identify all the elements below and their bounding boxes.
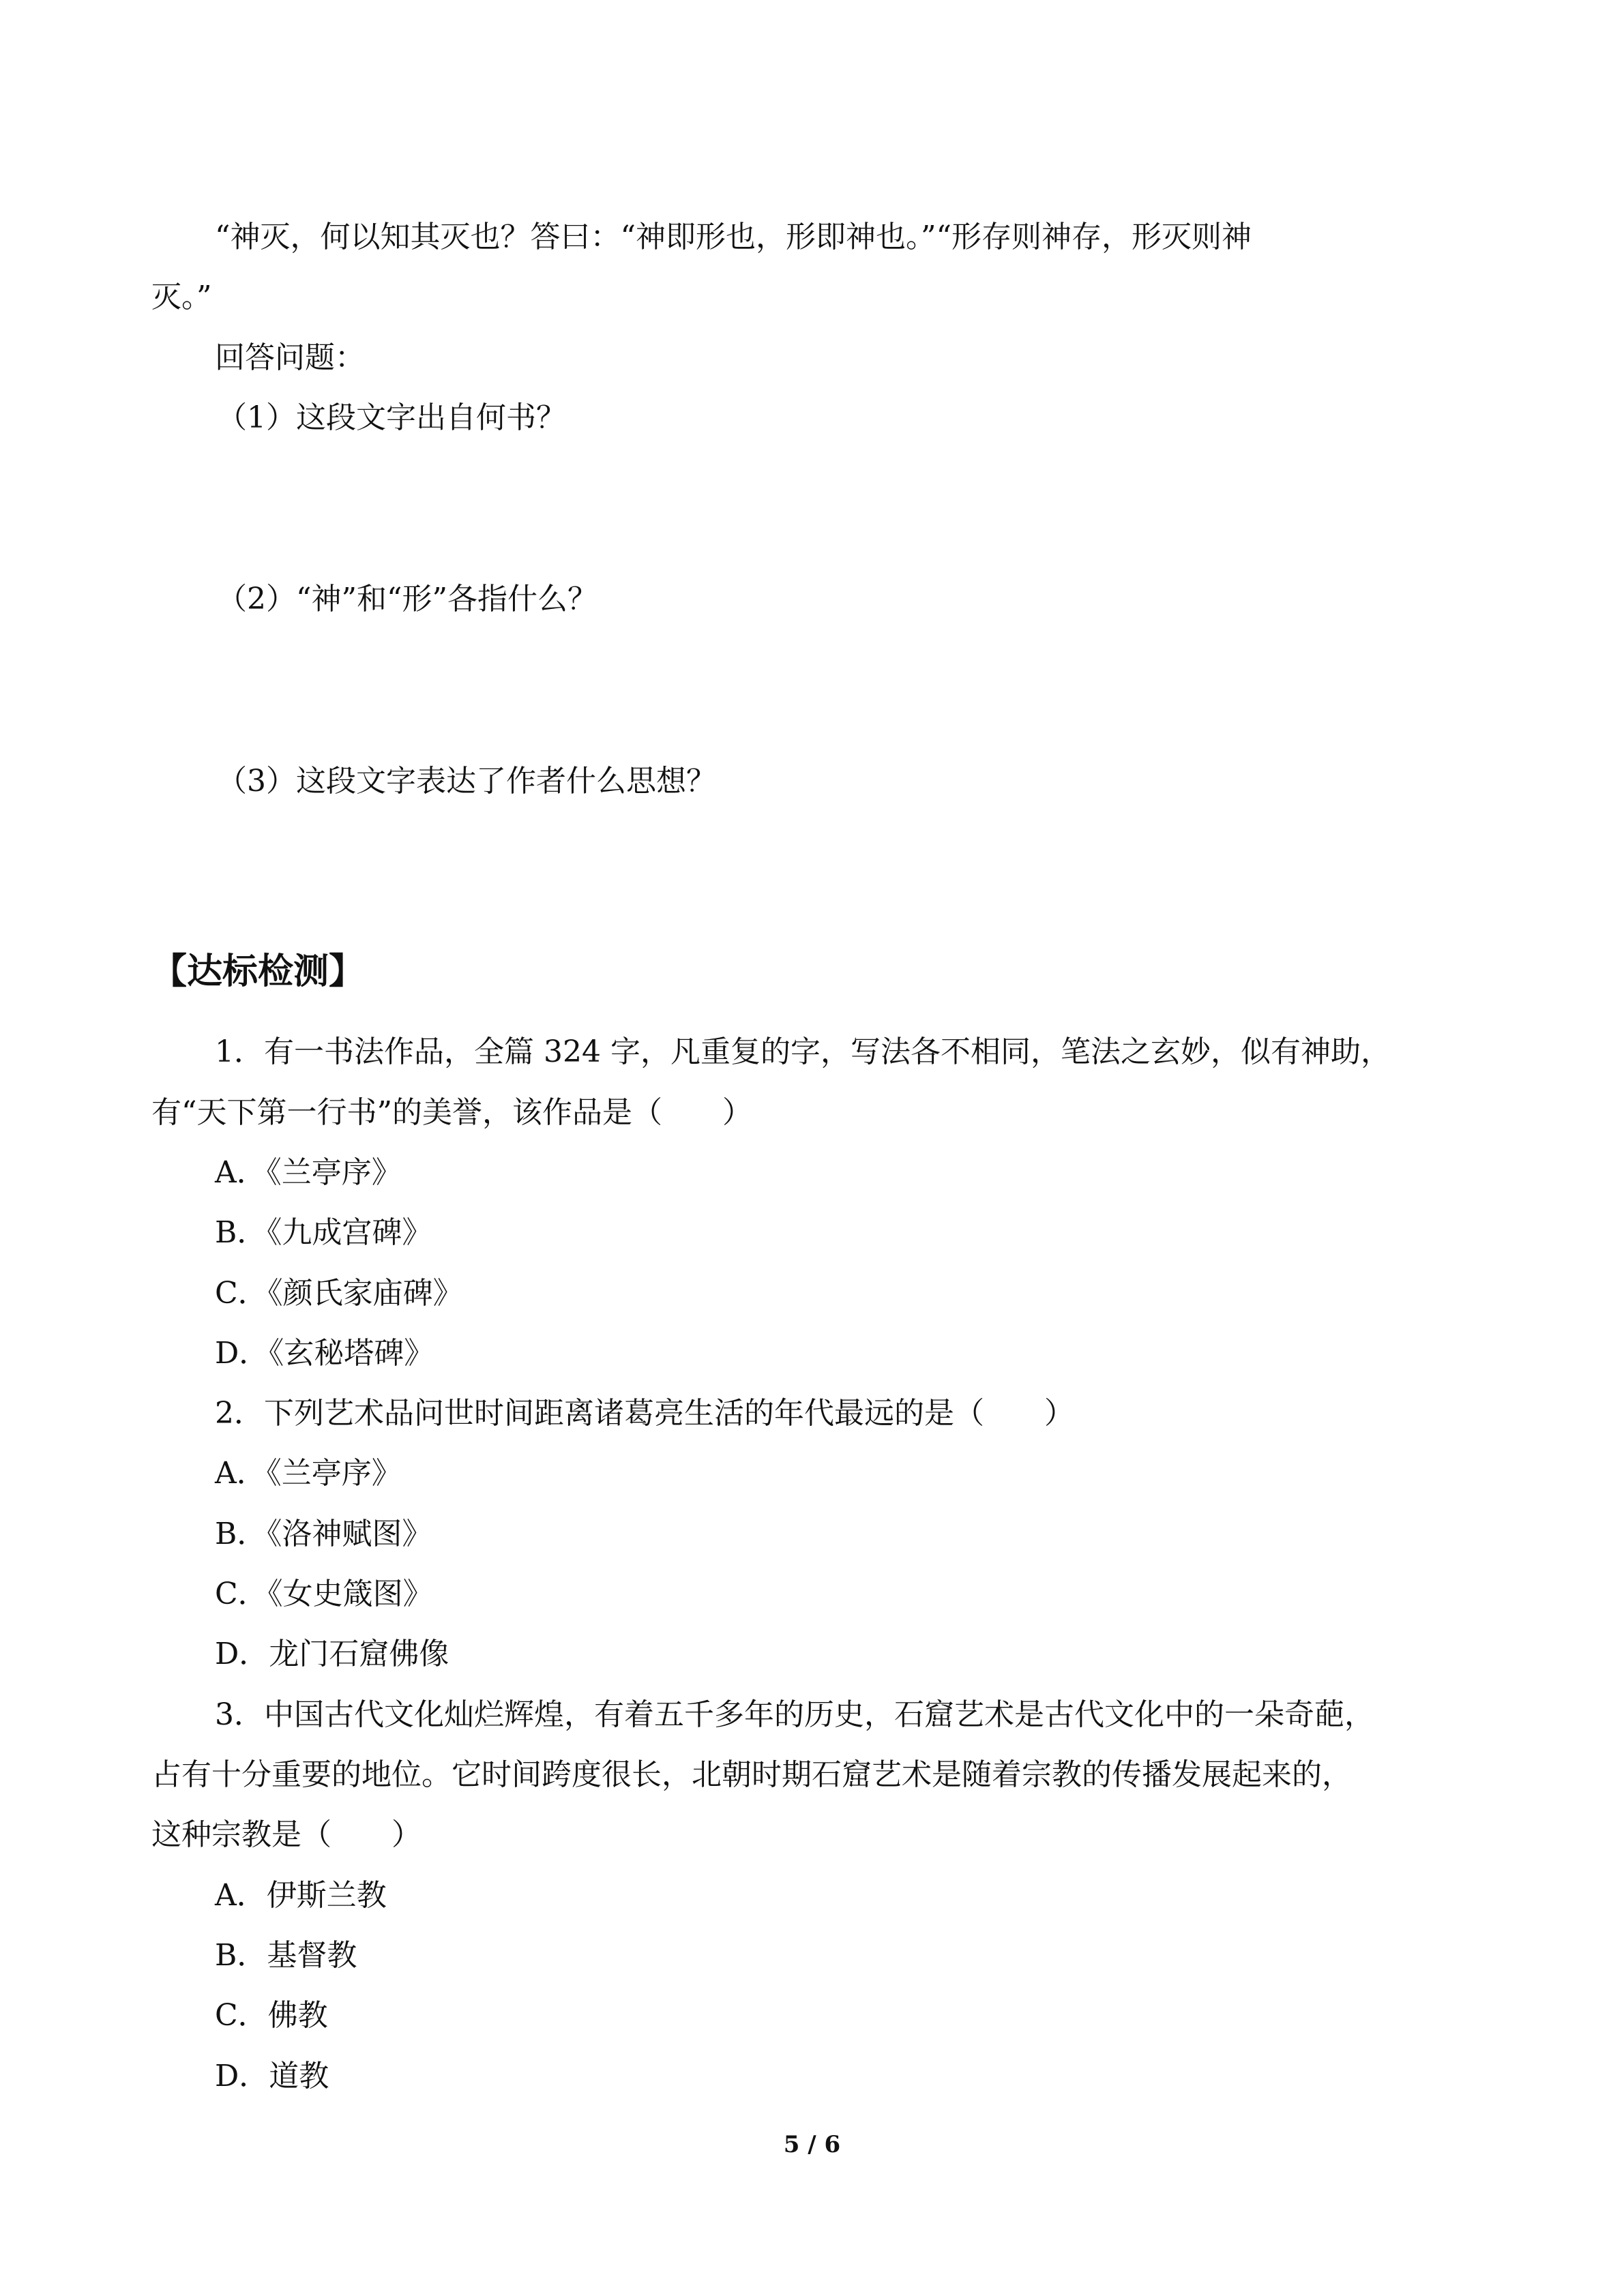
page-number: 5 / 6: [783, 2131, 841, 2158]
question-2-option-a: A．《兰亭序》: [215, 1456, 402, 1491]
passage-prompt: 回答问题：: [215, 340, 365, 375]
question-3-stem-line-1: 3．中国古代文化灿烂辉煌，有着五千多年的历史，石窟艺术是古代文化中的一朵奇葩，: [215, 1697, 1374, 1732]
question-1-option-d: D．《玄秘塔碑》: [215, 1336, 434, 1371]
question-3-option-a: A．伊斯兰教: [215, 1878, 387, 1913]
passage-question-3: （3）这段文字表达了作者什么思想？: [217, 764, 716, 799]
passage-line-1: “神灭，何以知其灭也？答曰：“神即形也，形即神也。”“形存则神存，形灭则神: [215, 220, 1252, 254]
passage-question-2: （2）“神”和“形”各指什么？: [217, 582, 597, 616]
question-3-option-c: C．佛教: [215, 1998, 328, 2033]
passage-line-2: 灭。”: [151, 280, 212, 314]
section-title: 【达标检测】: [151, 951, 365, 992]
question-1-option-b: B．《九成宫碑》: [215, 1215, 432, 1250]
question-1-stem-line-2: 有“天下第一行书”的美誉，该作品是（ ）: [151, 1095, 752, 1130]
question-3-option-d: D．道教: [215, 2059, 329, 2093]
question-2-option-d: D．龙门石窟佛像: [215, 1637, 449, 1671]
question-1-stem-line-1: 1．有一书法作品，全篇 324 字，凡重复的字，写法各不相同，笔法之玄妙，似有神助，: [215, 1034, 1391, 1069]
question-2-option-c: C．《女史箴图》: [215, 1577, 433, 1611]
question-2-option-b: B．《洛神赋图》: [215, 1517, 432, 1551]
question-2-stem-line-1: 2．下列艺术品问世时间距离诸葛亮生活的年代最远的是（ ）: [215, 1396, 1074, 1431]
question-3-stem-line-2: 占有十分重要的地位。它时间跨度很长，北朝时期石窟艺术是随着宗教的传播发展起来的，: [151, 1757, 1352, 1792]
question-1-option-c: C．《颜氏家庙碑》: [215, 1276, 463, 1311]
question-3-stem-line-3: 这种宗教是（ ）: [151, 1817, 422, 1852]
question-3-option-b: B．基督教: [215, 1938, 357, 1973]
question-1-option-a: A．《兰亭序》: [215, 1155, 402, 1190]
passage-question-1: （1）这段文字出自何书？: [217, 400, 566, 435]
